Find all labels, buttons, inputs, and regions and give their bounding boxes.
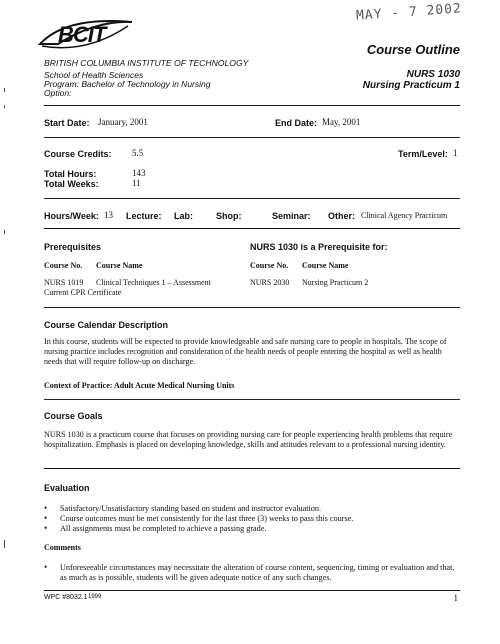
calendar-title: Course Calendar Description (44, 320, 169, 330)
start-date-label: Start Date: (44, 118, 90, 128)
page-number: 1 (453, 593, 458, 603)
scan-mark (4, 88, 5, 92)
scan-mark (4, 540, 5, 548)
divider (44, 105, 460, 106)
scan-mark (4, 230, 5, 234)
shop-label: Shop: (216, 211, 242, 221)
prereq-col-name: Course Name (96, 261, 143, 270)
term-label: Term/Level: (398, 149, 448, 159)
divider (44, 137, 460, 138)
prereq-title: Prerequisites (44, 242, 102, 252)
logo-text: BCIT (58, 22, 106, 47)
prereq-for-col-no: Course No. (250, 261, 289, 270)
bullet-icon: • (44, 523, 48, 533)
other-value: Clinical Agency Practicum (361, 211, 448, 220)
course-code: NURS 1030 (406, 69, 460, 80)
prereq-for-col-name: Course Name (302, 261, 349, 270)
divider (44, 590, 460, 591)
hours-week-value: 13 (104, 210, 113, 220)
total-weeks-label: Total Weeks: (44, 179, 99, 189)
school-name: School of Health Sciences (44, 70, 144, 80)
total-hours-value: 143 (132, 168, 146, 178)
evaluation-item: Satisfactory/Unsatisfactory standing based on student and instructor evaluation. (60, 504, 322, 513)
institute-name: BRITISH COLUMBIA INSTITUTE OF TECHNOLOGY (44, 58, 249, 68)
credits-value: 5.5 (132, 148, 144, 158)
prereq-for-row-name: Nursing Practicum 2 (302, 278, 369, 287)
total-hours-label: Total Hours: (44, 169, 97, 179)
divider (44, 228, 460, 229)
bcit-logo (36, 14, 136, 54)
prereq-row-no: NURS 1019 (44, 278, 84, 287)
goals-title: Course Goals (44, 411, 103, 421)
divider (44, 399, 460, 400)
seminar-label: Seminar: (272, 211, 311, 221)
bullet-icon: • (44, 513, 48, 523)
form-code: WPC #8032.1 (44, 594, 88, 601)
prereq-for-row-no: NURS 2030 (250, 278, 290, 287)
total-weeks-value: 11 (132, 178, 141, 188)
end-date-value: May, 2001 (322, 117, 361, 127)
evaluation-item: All assignments must be completed to achieve a passing grade. (60, 524, 267, 533)
prereq-col-no: Course No. (44, 261, 83, 270)
prereq-for-title: NURS 1030 is a Prerequisite for: (250, 242, 388, 252)
hours-week-label: Hours/Week: (44, 211, 99, 221)
comments-text: Unforeseeable circumstances may necessitate the alteration of course content, sequencing, timing or evaluation and that, as much as is possible, students will be given adequate notice of any such changes. (60, 563, 455, 582)
other-label: Other: (328, 211, 355, 221)
option-label: Option: (44, 88, 72, 98)
end-date-label: End Date: (275, 118, 318, 128)
start-date-value: January, 2001 (98, 117, 148, 127)
bullet-icon: • (44, 562, 48, 572)
comments-title: Comments (44, 543, 81, 552)
lab-label: Lab: (174, 211, 193, 221)
lecture-label: Lecture: (126, 211, 162, 221)
prereq-extra: Current CPR Certificate (44, 288, 122, 297)
calendar-text: In this course, students will be expected to provide knowledgeable and safe nursing care to people in hospitals. The scope of nursing practice includes recognition and consideration of the health needs of people entering the hospital as well as health needs that will require follow-up on discharge. (44, 337, 447, 366)
evaluation-title: Evaluation (44, 483, 90, 493)
program-name: Program: Bachelor of Technology in Nursing (44, 79, 211, 89)
doc-title: Course Outline (366, 42, 460, 57)
evaluation-item: Course outcomes must be met consistently for the last three (3) weeks to pass this course. (60, 514, 354, 523)
bullet-icon: • (44, 503, 48, 513)
goals-text: NURS 1030 is a practicum course that focuses on providing nursing care for people experiencing health problems that require hospitalization. Emphasis is placed on developing knowledge, skills and attitudes relevant to a professional nursing identity. (44, 430, 453, 449)
divider (44, 468, 460, 469)
course-name: Nursing Practicum 1 (362, 80, 460, 91)
term-value: 1 (453, 148, 458, 158)
divider (44, 198, 460, 199)
scan-mark (4, 105, 5, 108)
received-stamp: MAY - 7 2002 (355, 1, 463, 24)
prereq-row-name: Clinical Techniques 1 – Assessment (96, 278, 211, 287)
context-of-practice: Context of Practice: Adult Acute Medical Nursing Units (44, 381, 235, 390)
credits-label: Course Credits: (44, 149, 112, 159)
divider (44, 307, 460, 308)
form-date: 1999 (88, 594, 102, 600)
